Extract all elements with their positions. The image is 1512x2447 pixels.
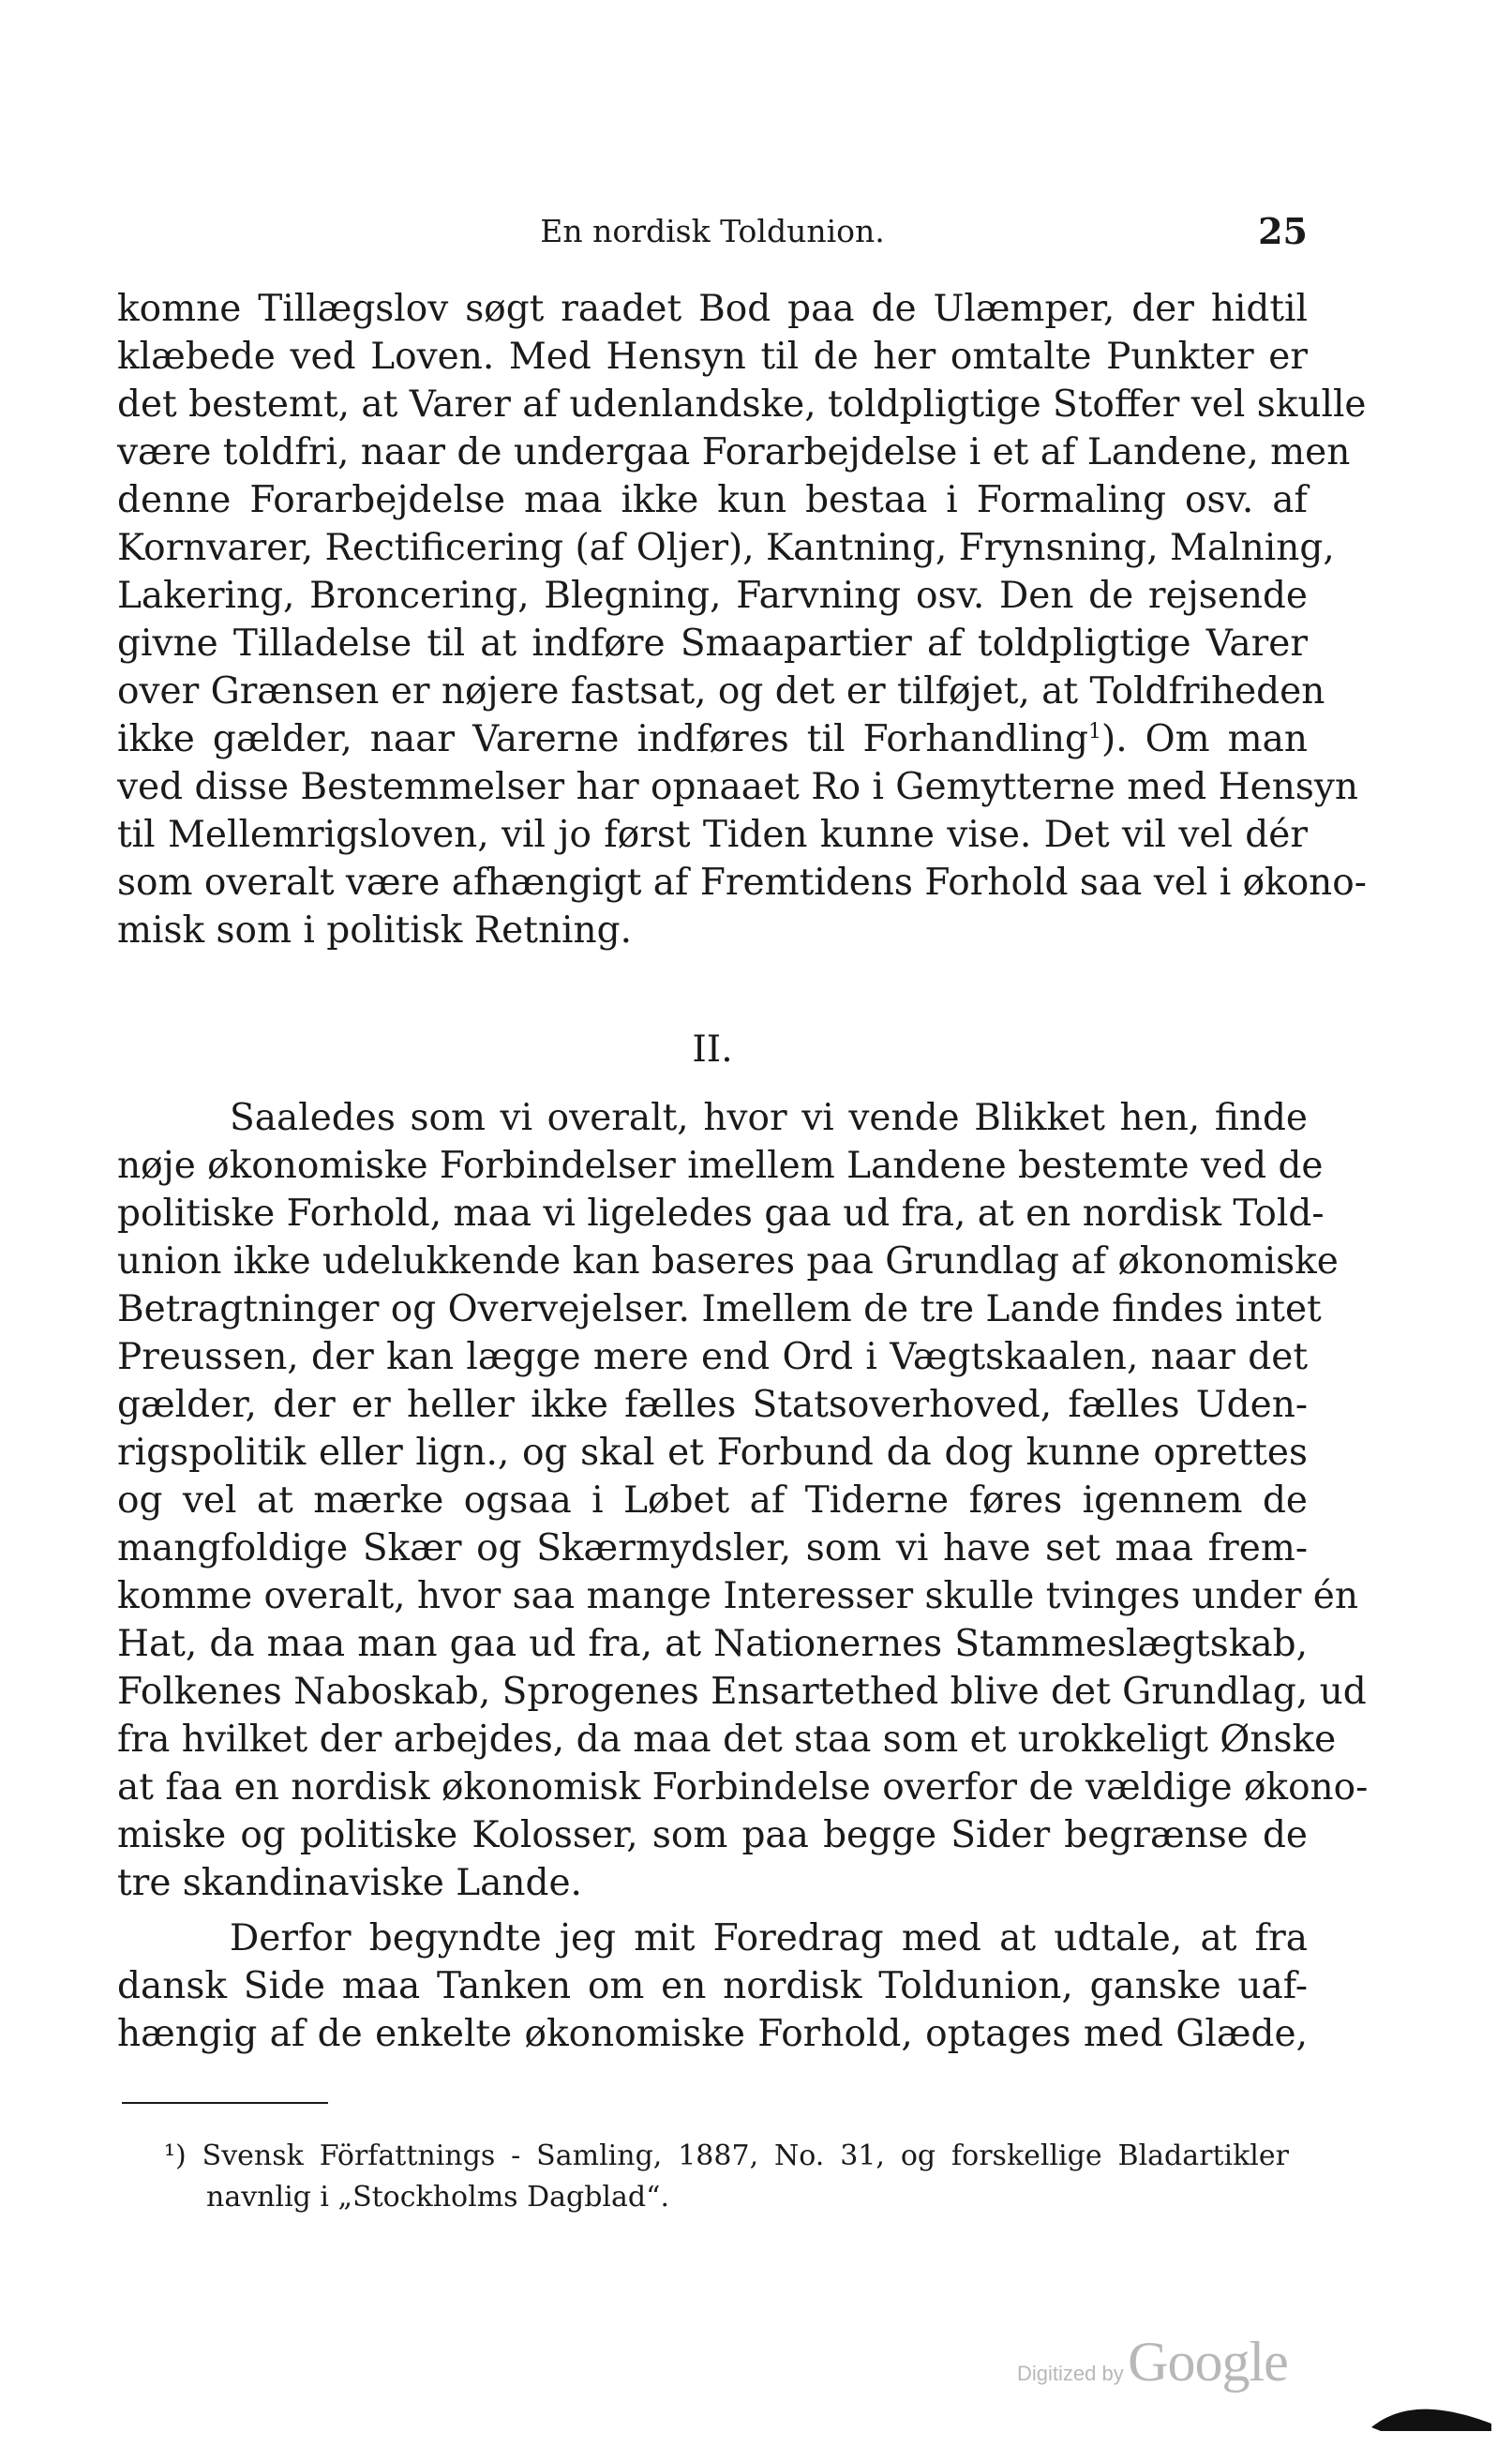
footnote-divider	[122, 2102, 328, 2104]
text-line: Betragtninger og Overvejelser. Imellem de tre Lande findes intet	[117, 1288, 1322, 1330]
text-line: nøje økonomiske Forbindelser imellem Landene bestemte ved de	[117, 1145, 1324, 1187]
running-title: En nordisk Toldunion.	[540, 213, 885, 249]
text-line: Hat, da maa man gaa ud fra, at Nationernes Stammeslægtskab,	[117, 1623, 1308, 1665]
text-line: givne Tilladelse til at indføre Smaapartier af toldpligtige Varer	[117, 623, 1308, 665]
text-line: tre skandinaviske Lande.	[117, 1862, 582, 1904]
text-line: gælder, der er heller ikke fælles Statsoverhoved, fælles Uden-	[117, 1384, 1308, 1426]
text-line: misk som i politisk Retning.	[117, 909, 633, 952]
text-line: som overalt være afhængigt af Fremtidens Forhold saa vel i økono-	[117, 862, 1367, 904]
running-header	[117, 208, 1308, 255]
text-line: dansk Side maa Tanken om en nordisk Toldunion, ganske uaf-	[117, 1965, 1308, 2007]
text-line: komme overalt, hvor saa mange Interesser skulle tvinges under én	[117, 1575, 1358, 1617]
text-line: miske og politiske Kolosser, som paa begge Sider begrænse de	[117, 1814, 1308, 1856]
text-line: Folkenes Naboskab, Sprogenes Ensartethed blive det Grundlag, ud	[117, 1671, 1367, 1713]
text-segment: ikke gælder, naar Varerne indføres til Forhandling	[117, 718, 1088, 760]
text-line: være toldfri, naar de undergaa Forarbejdelse i et af Landene, men	[117, 431, 1351, 473]
watermark-prefix: Digitized by	[1017, 2362, 1124, 2385]
text-line: til Mellemrigsloven, vil jo først Tiden kunne vise. Det vil vel dér	[117, 814, 1308, 856]
text-line: det bestemt, at Varer af udenlandske, toldpligtige Stoffer vel skulle	[117, 383, 1367, 426]
text-line: Lakering, Broncering, Blegning, Farvning osv. Den de rejsende	[117, 575, 1308, 617]
text-line: politiske Forhold, maa vi ligeledes gaa ud fra, at en nordisk Told-	[117, 1193, 1325, 1235]
watermark-brand-logo: Google	[1128, 2331, 1288, 2393]
footnote-reference[interactable]: 1	[1088, 720, 1101, 743]
text-line: komne Tillægslov søgt raadet Bod paa de Ulæmper, der hidtil	[117, 288, 1308, 330]
page-corner-smudge-icon	[1371, 2395, 1493, 2433]
text-line-with-footnote	[117, 716, 1308, 763]
text-line: klæbede ved Loven. Med Hensyn til de her omtalte Punkter er	[117, 336, 1308, 378]
section-heading: II.	[692, 1028, 733, 1071]
footnote-line: navnlig i „Stockholms Dagblad“.	[206, 2181, 669, 2214]
text-line: ved disse Bestemmelser har opnaaet Ro i Gemytterne med Hensyn	[117, 766, 1359, 808]
text-line: mangfoldige Skær og Skærmydsler, som vi have set maa frem-	[117, 1527, 1308, 1569]
text-line: Preussen, der kan lægge mere end Ord i Vægtskaalen, naar det	[117, 1336, 1308, 1378]
text-line: fra hvilket der arbejdes, da maa det staa som et urokkeligt Ønske	[117, 1719, 1337, 1761]
page-number: 25	[1258, 210, 1308, 252]
footnote-text: Svensk Författnings - Samling, 1887, No. 31, og forskellige Bladartikler	[202, 2139, 1289, 2172]
text-line: Derfor begyndte jeg mit Foredrag med at udtale, at fra	[230, 1917, 1308, 1959]
text-line: rigspolitik eller lign., og skal et Forbund da dog kunne oprettes	[117, 1432, 1308, 1474]
text-line: Kornvarer, Rectificering (af Oljer), Kantning, Frynsning, Malning,	[117, 527, 1335, 569]
text-line: og vel at mærke ogsaa i Løbet af Tiderne føres igennem de	[117, 1479, 1308, 1522]
text-line: hængig af de enkelte økonomiske Forhold, optages med Glæde,	[117, 2013, 1308, 2055]
footnote-marker: ¹)	[164, 2139, 187, 2172]
digitization-watermark	[1017, 2330, 1288, 2394]
text-line: denne Forarbejdelse maa ikke kun bestaa i Formaling osv. af	[117, 479, 1308, 521]
text-segment: ). Om man	[1101, 718, 1309, 760]
footnote-line	[164, 2136, 1289, 2177]
text-line: Saaledes som vi overalt, hvor vi vende Blikket hen, finde	[230, 1097, 1308, 1139]
text-line: over Grænsen er nøjere fastsat, og det er tilføjet, at Toldfriheden	[117, 670, 1325, 713]
text-line: at faa en nordisk økonomisk Forbindelse overfor de vældige økono-	[117, 1766, 1369, 1809]
text-line: union ikke udelukkende kan baseres paa Grundlag af økonomiske	[117, 1240, 1339, 1283]
